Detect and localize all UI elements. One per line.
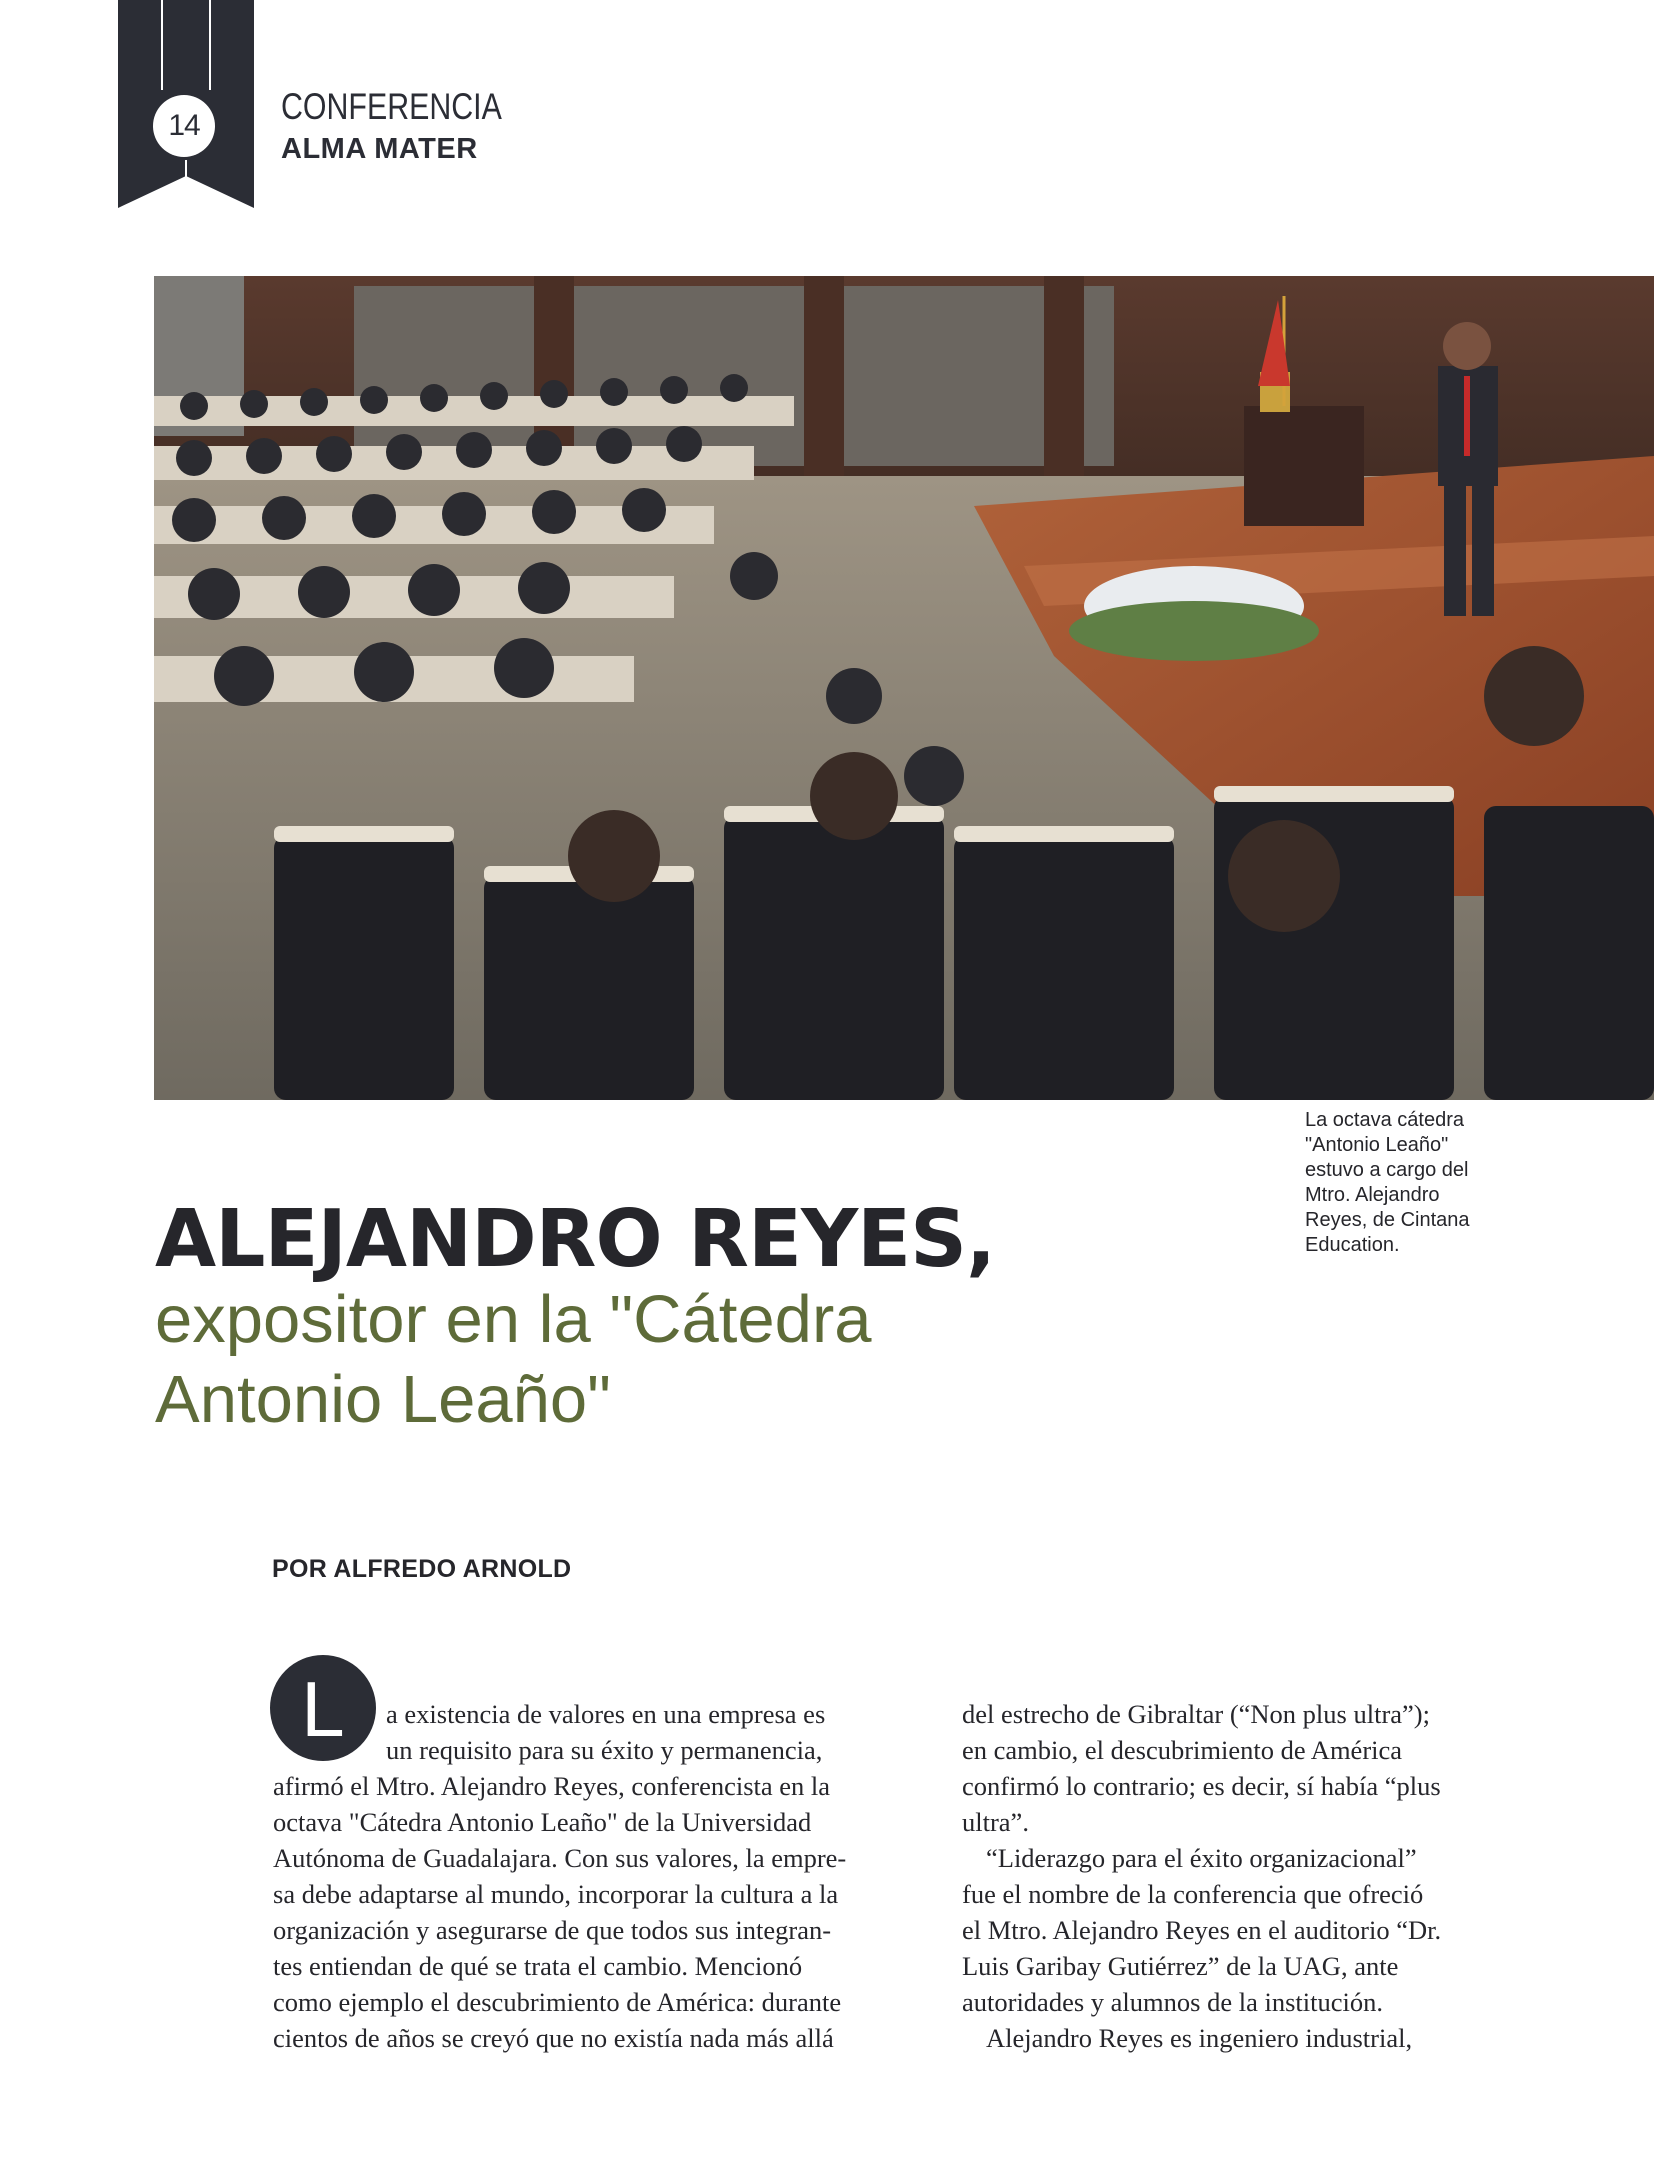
auditorium-photo-illustration	[154, 276, 1654, 1100]
page-number-badge	[153, 95, 215, 157]
caption-line: "Antonio Leaño"	[1305, 1134, 1449, 1156]
body-line: a existencia de valores en una empresa es	[386, 1699, 826, 1729]
body-line: autoridades y alumnos de la institución.	[962, 1987, 1383, 2017]
body-line: “Liderazgo para el éxito organizacional”	[986, 1843, 1417, 1873]
body-line: como ejemplo el descubrimiento de América: durante	[273, 1987, 842, 2017]
body-line: del estrecho de Gibraltar (“Non plus ultra”);	[962, 1699, 1430, 1729]
subheadline-line: Antonio Leaño"	[155, 1362, 611, 1437]
body-line: sa debe adaptarse al mundo, incorporar la cultura a la	[273, 1879, 839, 1909]
article-subheadline	[155, 1280, 1055, 1440]
body-line: el Mtro. Alejandro Reyes en el auditorio “Dr.	[962, 1915, 1442, 1945]
body-line: Alejandro Reyes es ingeniero industrial,	[986, 2023, 1413, 2053]
body-line: Autónoma de Guadalajara. Con sus valores, la empre-	[273, 1843, 847, 1873]
caption-line: estuvo a cargo del	[1305, 1159, 1469, 1181]
body-line: cientos de años se creyó que no existía nada más allá	[273, 2023, 834, 2053]
body-line: confirmó lo contrario; es decir, sí había “plus	[962, 1771, 1441, 1801]
article-headline: ALEJANDRO REYES,	[155, 1193, 996, 1285]
body-line: Luis Garibay Gutiérrez” de la UAG, ante	[962, 1951, 1399, 1981]
body-line: en cambio, el descubrimiento de América	[962, 1735, 1403, 1765]
article-photo	[154, 276, 1654, 1100]
body-line: tes entiendan de qué se trata el cambio. Mencionó	[273, 1951, 803, 1981]
article-column-left	[273, 1696, 913, 2056]
page-number: 14	[168, 109, 200, 142]
caption-line: Education.	[1305, 1234, 1400, 1256]
body-line: un requisito para su éxito y permanencia,	[386, 1735, 823, 1765]
section-sublabel: ALMA MATER	[281, 133, 478, 165]
dropcap-letter: L	[301, 1665, 345, 1753]
body-line: afirmó el Mtro. Alejandro Reyes, conferencista en la	[273, 1771, 831, 1801]
subheadline-line: expositor en la "Cátedra	[155, 1282, 872, 1357]
photo-caption	[1305, 1108, 1515, 1258]
caption-line: Mtro. Alejandro	[1305, 1184, 1440, 1206]
body-line: octava "Cátedra Antonio Leaño" de la Universidad	[273, 1807, 812, 1837]
body-line: ultra”.	[962, 1807, 1029, 1837]
body-line: fue el nombre de la conferencia que ofreció	[962, 1879, 1424, 1909]
caption-line: Reyes, de Cintana	[1305, 1209, 1470, 1231]
article-byline: POR ALFREDO ARNOLD	[272, 1555, 572, 1583]
body-line: organización y asegurarse de que todos sus integran-	[273, 1915, 832, 1945]
section-label: CONFERENCIA	[281, 86, 502, 127]
article-column-right	[962, 1696, 1522, 2056]
caption-line: La octava cátedra	[1305, 1109, 1464, 1131]
